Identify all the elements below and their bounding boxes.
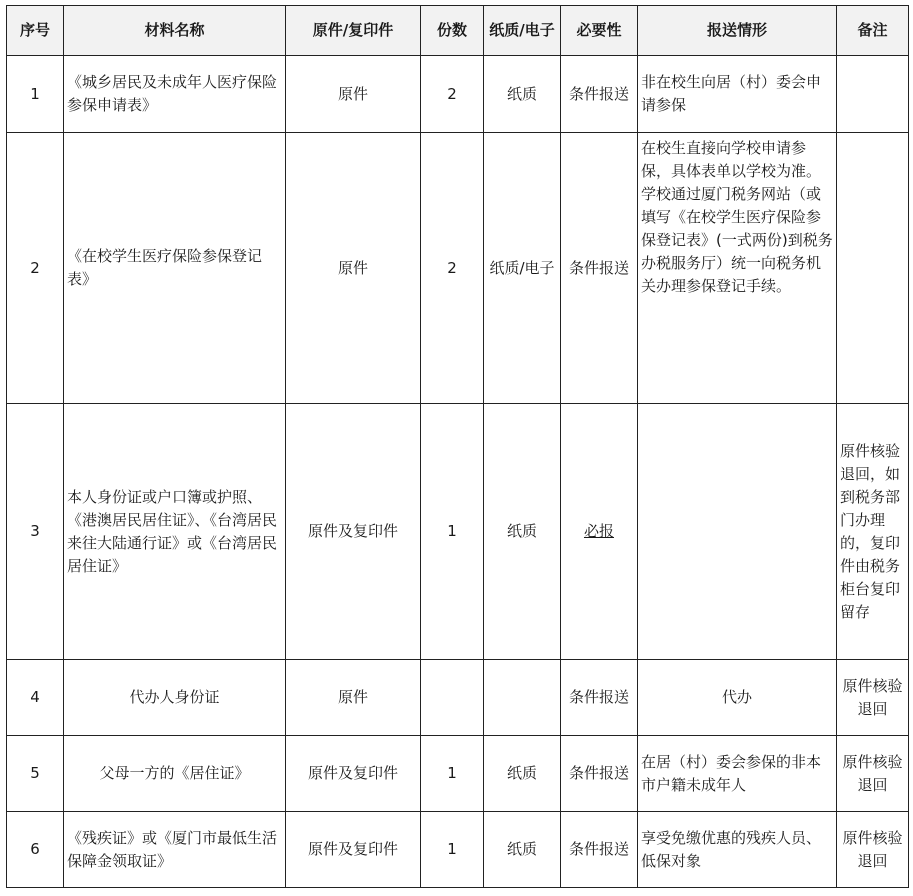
table-row	[7, 56, 909, 133]
cell-no: 3	[7, 404, 64, 660]
cell-necessity: 条件报送	[561, 56, 638, 133]
header-necessity: 必要性	[561, 6, 638, 56]
header-situation: 报送情形	[638, 6, 837, 56]
cell-medium: 纸质	[484, 404, 561, 660]
cell-remark: 原件核验退回	[837, 812, 909, 888]
cell-count	[421, 660, 484, 736]
cell-remark: 原件核验退回	[837, 660, 909, 736]
table-row	[7, 660, 909, 736]
cell-remark: 原件核验退回	[837, 736, 909, 812]
cell-count: 1	[421, 812, 484, 888]
table-row	[7, 736, 909, 812]
cell-copy: 原件及复印件	[286, 812, 421, 888]
cell-count: 2	[421, 56, 484, 133]
cell-remark	[837, 133, 909, 404]
cell-name: 代办人身份证	[64, 660, 286, 736]
cell-situation	[638, 404, 837, 660]
cell-copy: 原件	[286, 660, 421, 736]
cell-count: 1	[421, 404, 484, 660]
cell-situation: 在校生直接向学校申请参保，具体表单以学校为准。学校通过厦门税务网站（或填写《在校学生医疗保险参保登记表》(一式两份)到税务办税服务厅）统一向税务机关办理参保登记手续。	[638, 133, 837, 404]
cell-count: 1	[421, 736, 484, 812]
cell-copy: 原件及复印件	[286, 404, 421, 660]
cell-situation: 享受免缴优惠的残疾人员、低保对象	[638, 812, 837, 888]
cell-copy: 原件及复印件	[286, 736, 421, 812]
cell-no: 4	[7, 660, 64, 736]
cell-situation: 代办	[638, 660, 837, 736]
cell-copy: 原件	[286, 56, 421, 133]
cell-necessity: 条件报送	[561, 812, 638, 888]
header-medium: 纸质/电子	[484, 6, 561, 56]
cell-necessity: 必报	[561, 404, 638, 660]
cell-name: 本人身份证或户口簿或护照、《港澳居民居住证》、《台湾居民来往大陆通行证》或《台湾居民居住证》	[64, 404, 286, 660]
cell-name: 《残疾证》或《厦门市最低生活保障金领取证》	[64, 812, 286, 888]
cell-no: 5	[7, 736, 64, 812]
table-row	[7, 812, 909, 888]
header-remark: 备注	[837, 6, 909, 56]
cell-medium: 纸质	[484, 736, 561, 812]
cell-remark: 原件核验退回，如到税务部门办理的，复印件由税务柜台复印留存	[837, 404, 909, 660]
cell-no: 6	[7, 812, 64, 888]
cell-medium: 纸质	[484, 56, 561, 133]
cell-medium	[484, 660, 561, 736]
cell-no: 2	[7, 133, 64, 404]
cell-name: 《在校学生医疗保险参保登记表》	[64, 133, 286, 404]
cell-name: 《城乡居民及未成年人医疗保险参保申请表》	[64, 56, 286, 133]
header-no: 序号	[7, 6, 64, 56]
header-count: 份数	[421, 6, 484, 56]
cell-medium: 纸质/电子	[484, 133, 561, 404]
table-row	[7, 404, 909, 660]
cell-necessity: 条件报送	[561, 736, 638, 812]
cell-count: 2	[421, 133, 484, 404]
header-row	[7, 6, 909, 56]
header-name: 材料名称	[64, 6, 286, 56]
cell-no: 1	[7, 56, 64, 133]
cell-medium: 纸质	[484, 812, 561, 888]
cell-situation: 非在校生向居（村）委会申请参保	[638, 56, 837, 133]
materials-table	[6, 5, 909, 888]
cell-name: 父母一方的《居住证》	[64, 736, 286, 812]
header-copy: 原件/复印件	[286, 6, 421, 56]
cell-copy: 原件	[286, 133, 421, 404]
cell-necessity: 条件报送	[561, 660, 638, 736]
table-row	[7, 133, 909, 404]
cell-necessity: 条件报送	[561, 133, 638, 404]
cell-remark	[837, 56, 909, 133]
cell-situation: 在居（村）委会参保的非本市户籍未成年人	[638, 736, 837, 812]
